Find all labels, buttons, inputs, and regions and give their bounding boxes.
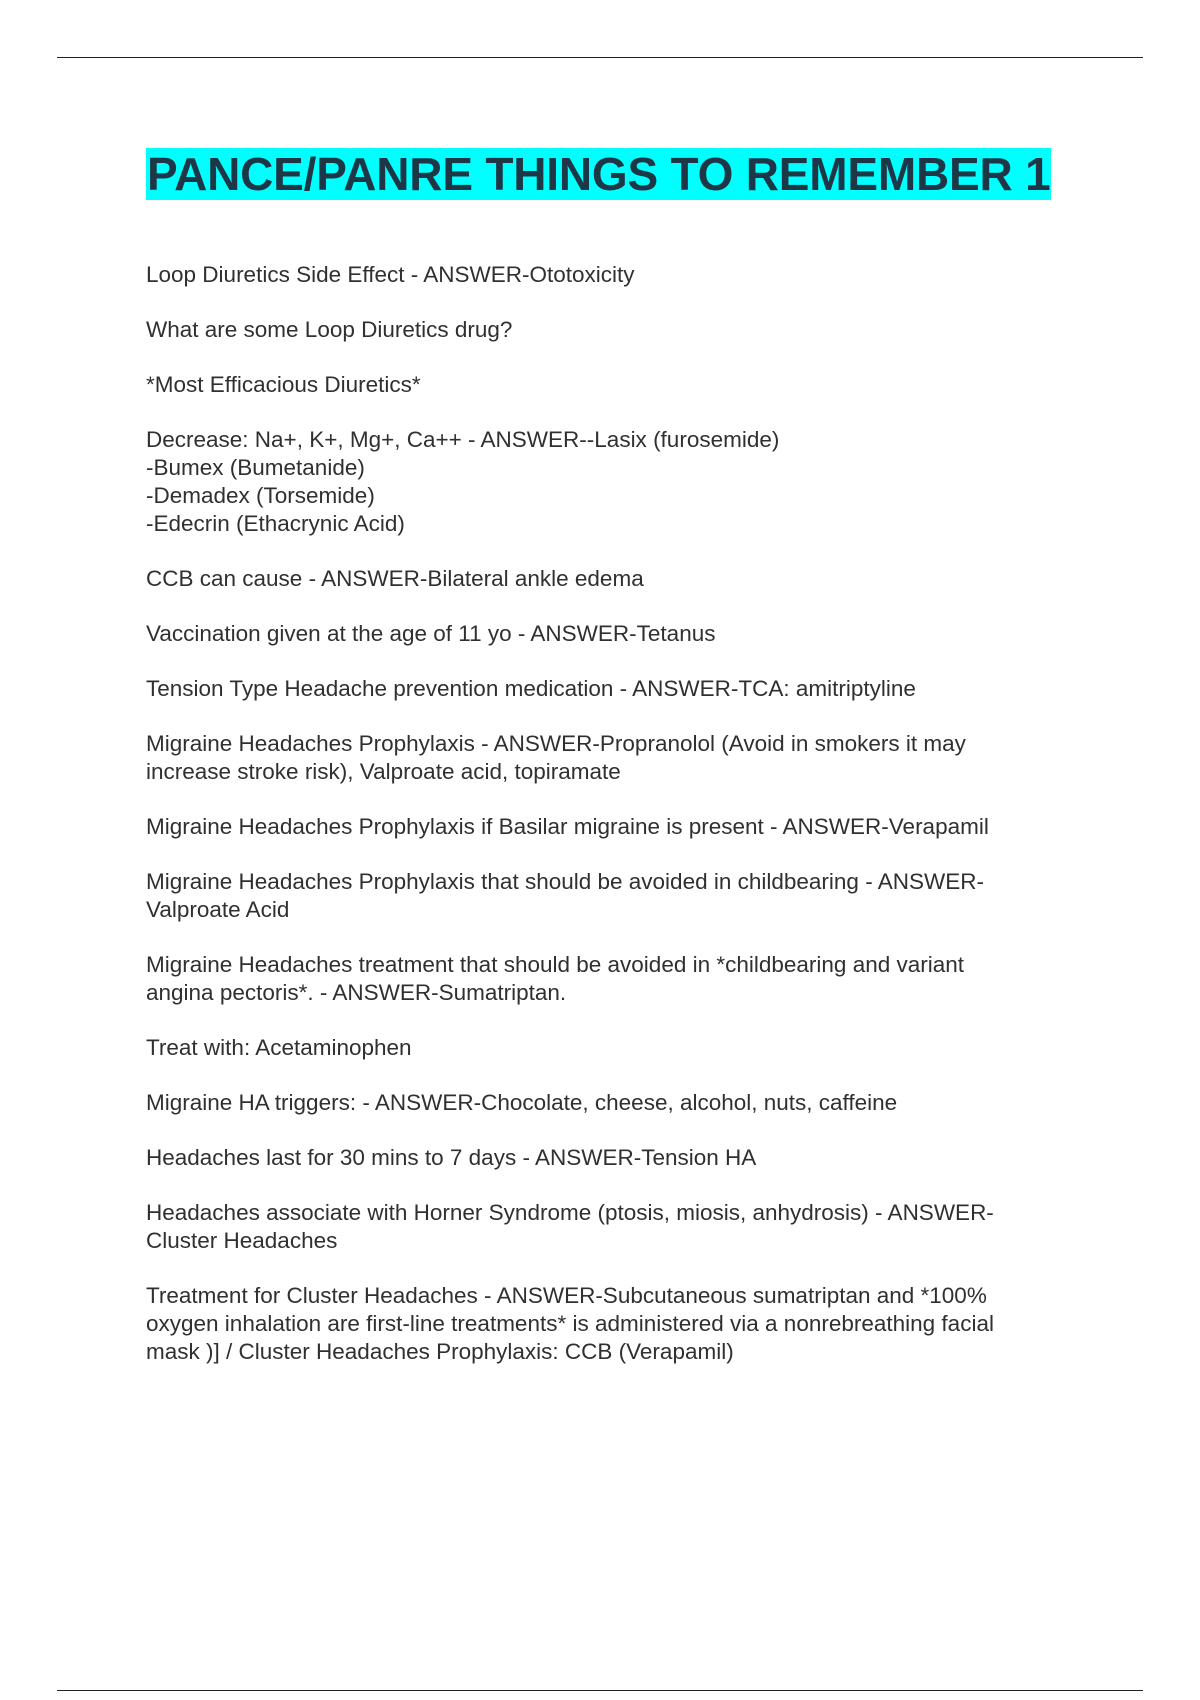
entry-line: mask )] / Cluster Headaches Prophylaxis: CCB (Verapamil) bbox=[146, 1339, 734, 1364]
entry-line: -Edecrin (Ethacrynic Acid) bbox=[146, 511, 405, 536]
qa-entry bbox=[146, 1144, 1086, 1172]
title-highlight: PANCE/PANRE THINGS TO REMEMBER 1 bbox=[147, 148, 1051, 200]
entry-line: angina pectoris*. - ANSWER-Sumatriptan. bbox=[146, 980, 567, 1005]
qa-entry bbox=[146, 426, 1086, 538]
entry-line: Valproate Acid bbox=[146, 897, 290, 922]
qa-entry bbox=[146, 1034, 1086, 1062]
entry-line: Treatment for Cluster Headaches - ANSWER-Subcutaneous sumatriptan and *100% bbox=[146, 1283, 987, 1308]
qa-entry bbox=[146, 620, 1086, 648]
entry-line: Migraine HA triggers: - ANSWER-Chocolate, cheese, alcohol, nuts, caffeine bbox=[146, 1090, 898, 1115]
qa-entry bbox=[146, 675, 1086, 703]
qa-entry bbox=[146, 951, 1086, 1007]
entry-line: Tension Type Headache prevention medication - ANSWER-TCA: amitriptyline bbox=[146, 676, 916, 701]
entry-line: *Most Efficacious Diuretics* bbox=[146, 372, 421, 397]
entry-line: increase stroke risk), Valproate acid, topiramate bbox=[146, 759, 621, 784]
qa-entry bbox=[146, 813, 1086, 841]
entry-line: -Demadex (Torsemide) bbox=[146, 483, 375, 508]
document-title bbox=[146, 146, 1086, 203]
qa-entry bbox=[146, 261, 1086, 289]
top-divider bbox=[57, 57, 1143, 58]
entry-line: -Bumex (Bumetanide) bbox=[146, 455, 365, 480]
qa-entry bbox=[146, 371, 1086, 399]
entry-line: Vaccination given at the age of 11 yo - ANSWER-Tetanus bbox=[146, 621, 716, 646]
entry-line: Migraine Headaches treatment that should be avoided in *childbearing and variant bbox=[146, 952, 965, 977]
entry-line: Treat with: Acetaminophen bbox=[146, 1035, 412, 1060]
qa-entry bbox=[146, 565, 1086, 593]
qa-entry bbox=[146, 1199, 1086, 1255]
entry-line: Migraine Headaches Prophylaxis - ANSWER-Propranolol (Avoid in smokers it may bbox=[146, 731, 966, 756]
entry-line: oxygen inhalation are first-line treatments* is administered via a nonrebreathing facial bbox=[146, 1311, 994, 1336]
bottom-divider bbox=[57, 1690, 1143, 1691]
entry-line: Cluster Headaches bbox=[146, 1228, 338, 1253]
entry-line: What are some Loop Diuretics drug? bbox=[146, 317, 513, 342]
entry-line: Loop Diuretics Side Effect - ANSWER-Ototoxicity bbox=[146, 262, 635, 287]
entry-line: Headaches last for 30 mins to 7 days - ANSWER-Tension HA bbox=[146, 1145, 757, 1170]
entry-line: CCB can cause - ANSWER-Bilateral ankle edema bbox=[146, 566, 644, 591]
entry-list bbox=[146, 261, 1086, 1366]
qa-entry bbox=[146, 868, 1086, 924]
qa-entry bbox=[146, 1282, 1086, 1366]
qa-entry bbox=[146, 316, 1086, 344]
qa-entry bbox=[146, 1089, 1086, 1117]
document-body bbox=[146, 146, 1086, 1393]
entry-line: Headaches associate with Horner Syndrome (ptosis, miosis, anhydrosis) - ANSWER- bbox=[146, 1200, 994, 1225]
qa-entry bbox=[146, 730, 1086, 786]
entry-line: Migraine Headaches Prophylaxis if Basilar migraine is present - ANSWER-Verapamil bbox=[146, 814, 989, 839]
entry-line: Decrease: Na+, K+, Mg+, Ca++ - ANSWER--Lasix (furosemide) bbox=[146, 427, 780, 452]
entry-line: Migraine Headaches Prophylaxis that should be avoided in childbearing - ANSWER- bbox=[146, 869, 984, 894]
